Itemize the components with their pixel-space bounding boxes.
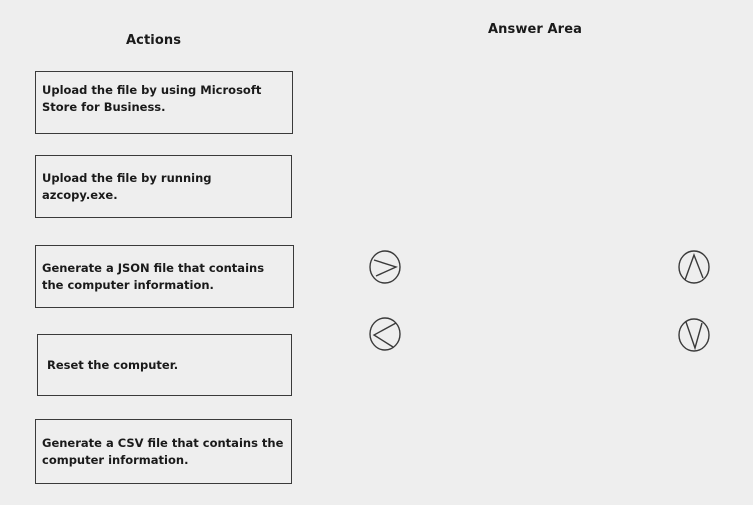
action-item-label: Upload the file by using Microsoft Store for Business. [42, 83, 262, 114]
action-item-reset-computer[interactable] [37, 334, 292, 396]
move-right-button[interactable] [369, 250, 401, 284]
action-item-upload-azcopy[interactable] [35, 155, 292, 218]
action-item-label: Upload the file by running azcopy.exe. [42, 170, 212, 202]
move-left-button[interactable] [369, 317, 401, 351]
move-down-button[interactable] [678, 318, 710, 352]
action-item-label: Reset the computer. [47, 357, 179, 372]
answer-area-dropzone[interactable] [430, 70, 660, 484]
action-item-generate-json[interactable] [35, 245, 294, 308]
chevron-down-icon [678, 318, 710, 352]
action-item-label: Generate a CSV file that contains the computer information. [42, 435, 284, 467]
chevron-right-icon [369, 250, 401, 284]
chevron-left-icon [369, 317, 401, 351]
action-item-label: Generate a JSON file that contains the computer information. [42, 260, 265, 292]
chevron-up-icon [678, 250, 710, 284]
move-up-button[interactable] [678, 250, 710, 284]
action-item-generate-csv[interactable] [35, 419, 292, 484]
answer-area-heading: Answer Area [488, 22, 582, 37]
action-item-upload-store[interactable] [35, 71, 293, 134]
actions-heading: Actions [126, 33, 182, 48]
